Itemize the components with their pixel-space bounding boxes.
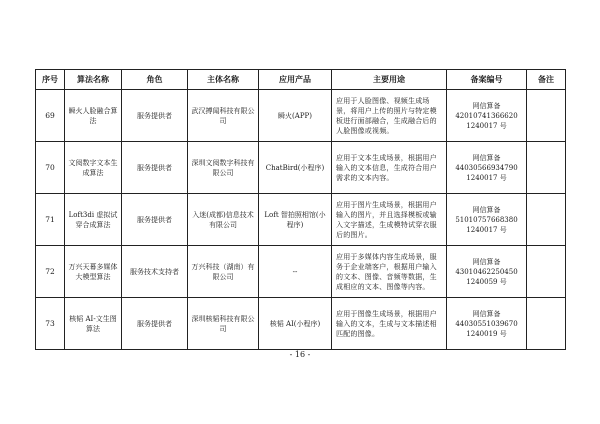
- table-row: [36, 142, 566, 194]
- filing-line: 网信算备: [472, 257, 501, 266]
- filing-number: [447, 194, 527, 246]
- remark: [527, 142, 566, 194]
- filing-number: [447, 142, 527, 194]
- remark: [527, 246, 566, 298]
- filing-line: 1240017 号: [466, 173, 507, 182]
- filing-line: 1240059 号: [466, 277, 507, 286]
- product-name: --: [259, 246, 332, 298]
- header-role: 角色: [122, 70, 188, 90]
- algorithm-name: Loft3di 虚拟试穿合成算法: [65, 194, 122, 246]
- filing-line: 42010741366620: [455, 111, 518, 120]
- filing-number: [447, 298, 527, 350]
- filing-line: 51010757668380: [455, 215, 518, 224]
- header-no: 序号: [36, 70, 65, 90]
- purpose: 应用于文本生成场景，根据用户输入的文本信息，生成符合用户需求的文本内容。: [332, 142, 447, 194]
- filing-line: 43010462250450: [455, 267, 518, 276]
- algorithm-name: 核韬 AI-文生图算法: [65, 298, 122, 350]
- purpose: 应用于图像生成场景，根据用户输入的文本，生成与文本描述相匹配的图像。: [332, 298, 447, 350]
- algorithm-name: 瞬火人脸融合算法: [65, 90, 122, 142]
- role: 服务技术支持者: [122, 246, 188, 298]
- entity-name: 深圳文阅数字科技有限公司: [188, 142, 259, 194]
- header-remark: 备注: [527, 70, 566, 90]
- product-name: Loft 智拍照相馆(小程序): [259, 194, 332, 246]
- remark: [527, 298, 566, 350]
- role: 服务提供者: [122, 142, 188, 194]
- product-name: ChatBird(小程序): [259, 142, 332, 194]
- table-row: [36, 246, 566, 298]
- filing-number: [447, 246, 527, 298]
- role: 服务提供者: [122, 90, 188, 142]
- filing-line: 1240019 号: [466, 329, 507, 338]
- filing-line: 1240017 号: [466, 121, 507, 130]
- header-filing-number: 备案编号: [447, 70, 527, 90]
- remark: [527, 194, 566, 246]
- entity-name: 武汉搏闻科技有限公司: [188, 90, 259, 142]
- header-product: 应用产品: [259, 70, 332, 90]
- filing-line: 网信算备: [472, 309, 501, 318]
- algorithm-name: 万兴天幕多媒体大模型算法: [65, 246, 122, 298]
- product-name: 瞬火(APP): [259, 90, 332, 142]
- entity-name: 入迷(成都)信息技术有限公司: [188, 194, 259, 246]
- row-number: 69: [36, 90, 65, 142]
- table-row: [36, 90, 566, 142]
- table-header-row: [36, 70, 566, 90]
- header-purpose: 主要用途: [332, 70, 447, 90]
- row-number: 71: [36, 194, 65, 246]
- entity-name: 深圳核韬科技有限公司: [188, 298, 259, 350]
- filing-line: 44030566934790: [455, 163, 518, 172]
- entity-name: 万兴科技（湖南）有限公司: [188, 246, 259, 298]
- purpose: 应用于人脸图像、视频生成场景，将用户上传的照片与特定模板进行面部融合，生成融合后的人脸图像或视频。: [332, 90, 447, 142]
- table-row: [36, 298, 566, 350]
- filing-line: 44030551039670: [455, 319, 518, 328]
- header-algorithm-name: 算法名称: [65, 70, 122, 90]
- filing-line: 1240017 号: [466, 225, 507, 234]
- row-number: 73: [36, 298, 65, 350]
- purpose: 应用于多媒体内容生成场景，服务于企业端客户，根据用户输入的文本、图像、音频等数据，生成相应的文本、图像等内容。: [332, 246, 447, 298]
- filing-line: 网信算备: [472, 205, 501, 214]
- row-number: 70: [36, 142, 65, 194]
- table-row: [36, 194, 566, 246]
- purpose: 应用于图片生成场景，根据用户输入的图片，并且选择模板或输入文字描述，生成模特试穿衣服后的图片。: [332, 194, 447, 246]
- remark: [527, 90, 566, 142]
- algorithm-registry-table: [35, 69, 566, 350]
- algorithm-name: 文阅数字文本生成算法: [65, 142, 122, 194]
- role: 服务提供者: [122, 298, 188, 350]
- header-entity-name: 主体名称: [188, 70, 259, 90]
- filing-number: [447, 90, 527, 142]
- row-number: 72: [36, 246, 65, 298]
- filing-line: 网信算备: [472, 101, 501, 110]
- filing-line: 网信算备: [472, 153, 501, 162]
- page-number: - 16 -: [289, 350, 311, 359]
- product-name: 核韬 AI(小程序): [259, 298, 332, 350]
- role: 服务提供者: [122, 194, 188, 246]
